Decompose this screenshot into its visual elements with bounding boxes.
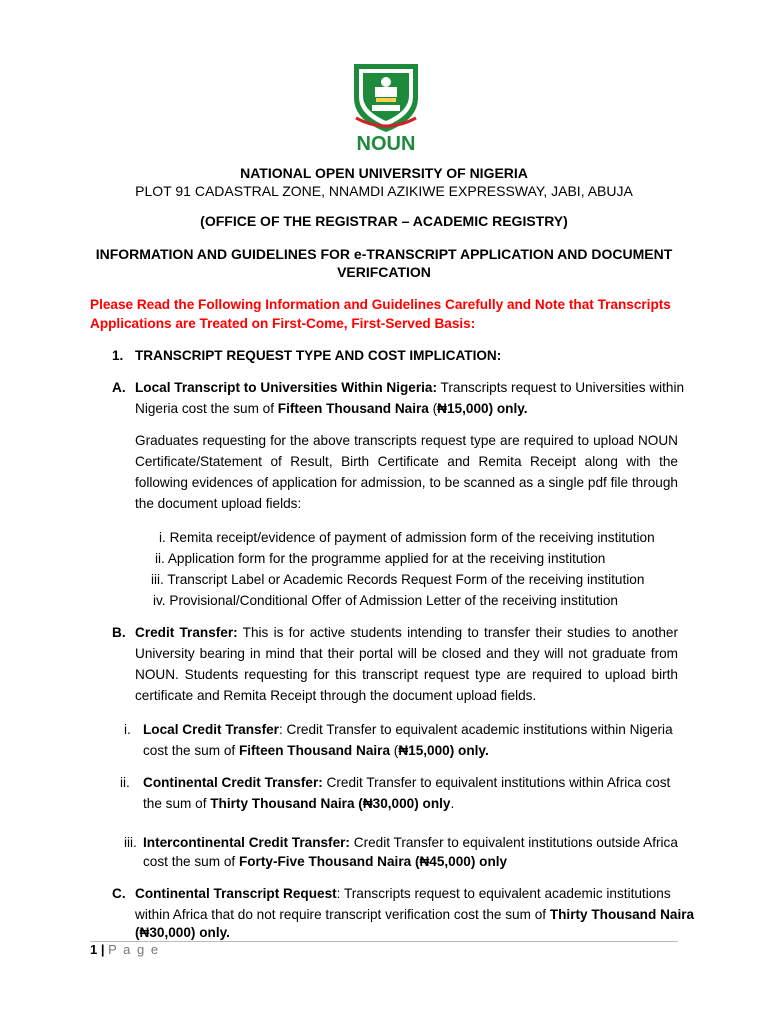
office-title: (OFFICE OF THE REGISTRAR – ACADEMIC REGISTRY) — [200, 213, 568, 229]
page-label: P a g e — [108, 942, 160, 957]
item-b-paragraph: Credit Transfer: This is for active students intending to transfer their studies to another University bearing in mind that their portal will be closed and they will not graduate from NOUN. Students requesting for this transcript request type are required to upload birth certificate and Remita Receipt through the document upload fields. — [135, 625, 678, 703]
item-a-line2: Nigeria cost the sum of Fifteen Thousand Naira (₦15,000) only. — [135, 401, 528, 416]
footer-divider — [90, 941, 678, 942]
item-c-line2: within Africa that do not require transcript verification cost the sum of Thirty Thousand Naira — [135, 907, 695, 922]
sub-item-number: iii. — [124, 835, 137, 850]
item-a-title: Local Transcript to Universities Within Nigeria: — [135, 380, 438, 395]
item-b-title: Credit Transfer: — [135, 625, 238, 640]
local-credit-transfer-line2: cost the sum of Fifteen Thousand Naira (₦15,000) only. — [143, 743, 489, 758]
document-title-line2: VERIFCATION — [337, 264, 431, 280]
svg-text:NOUN: NOUN — [356, 133, 416, 152]
university-name: NATIONAL OPEN UNIVERSITY OF NIGERIA — [240, 165, 528, 181]
item-a-line1: Local Transcript to Universities Within Nigeria: Transcripts request to Universities within — [135, 380, 685, 395]
list-item: ii. Application form for the programme applied for at the receiving institution — [155, 551, 606, 566]
notice-line1: Please Read the Following Information and Guidelines Carefully and Note that Transcripts — [90, 297, 671, 312]
sub-item-number: i. — [124, 722, 131, 737]
page-number: 1 — [90, 942, 98, 957]
page-footer: 1 | P a g e — [90, 942, 160, 957]
item-c-letter: C. — [112, 886, 126, 901]
list-item: iv. Provisional/Conditional Offer of Admission Letter of the receiving institution — [153, 593, 618, 608]
continental-credit-transfer-line2: the sum of Thirty Thousand Naira (₦30,000) only. — [143, 796, 455, 811]
local-credit-transfer-line1: Local Credit Transfer: Credit Transfer to equivalent academic institutions within Nigeria — [143, 722, 673, 737]
continental-credit-transfer-line1: Continental Credit Transfer: Credit Transfer to equivalent institutions within Africa cost — [143, 775, 671, 790]
section-heading: TRANSCRIPT REQUEST TYPE AND COST IMPLICATION: — [135, 348, 502, 363]
notice-line2: Applications are Treated on First-Come, First-Served Basis: — [90, 316, 476, 331]
item-c-title: Continental Transcript Request — [135, 886, 337, 901]
item-b-letter: B. — [112, 625, 126, 640]
item-c-line3: (₦30,000) only. — [135, 925, 230, 940]
document-title-line1: INFORMATION AND GUIDELINES FOR e-TRANSCRIPT APPLICATION AND DOCUMENT — [95, 246, 673, 262]
intercontinental-credit-transfer-line1: Intercontinental Credit Transfer: Credit Transfer to equivalent institutions outside Africa — [143, 835, 678, 850]
list-item: iii. Transcript Label or Academic Records Request Form of the receiving institution — [151, 572, 645, 587]
item-c-line1: Continental Transcript Request: Transcripts request to equivalent academic institutions — [135, 886, 671, 901]
list-item: i. Remita receipt/evidence of payment of admission form of the receiving institution — [159, 530, 655, 545]
sub-item-number: ii. — [120, 775, 130, 790]
item-a-letter: A. — [112, 380, 126, 395]
noun-crest-icon — [346, 60, 426, 152]
intercontinental-credit-transfer-line2: cost the sum of Forty-Five Thousand Naira (₦45,000) only — [143, 854, 508, 869]
noun-logo — [346, 60, 426, 152]
university-address: PLOT 91 CADASTRAL ZONE, NNAMDI AZIKIWE EXPRESSWAY, JABI, ABUJA — [135, 183, 633, 199]
section-number: 1. — [112, 348, 124, 363]
item-a-amount: Fifteen Thousand Naira — [277, 401, 429, 416]
item-a-paragraph: Graduates requesting for the above transcripts request type are required to upload NOUN Certificate/Statement of Result, Birth Certificate and Remita Receipt along with the following evidences of application for admission, to be scanned as a single pdf file through the document upload fields: — [135, 433, 678, 511]
